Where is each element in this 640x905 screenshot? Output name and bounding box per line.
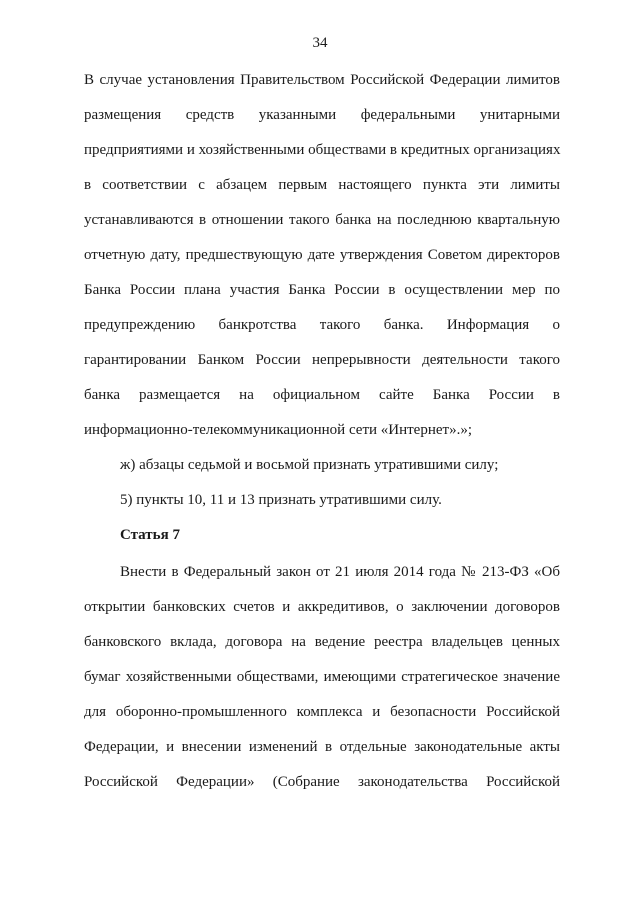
text-line: ж) абзацы седьмой и восьмой признать утратившими силу; [120,457,499,473]
text-line: Внести в Федеральный закон от 21 июля 2014 года № 213-ФЗ «Об [120,564,560,580]
text-line: предприятиями и хозяйственными обществами в кредитных организациях [84,142,561,158]
page-number: 34 [312,35,328,51]
text-line: банка размещается на официальном сайте Банка России в [84,387,560,403]
text-line: В случае установления Правительством Российской Федерации лимитов [84,72,560,88]
text-line: отчетную дату, предшествующую дате утверждения Советом директоров [84,247,560,263]
text-line: 5) пункты 10, 11 и 13 признать утратившими силу. [120,492,442,508]
text-line: информационно-телекоммуникационной сети «Интернет».»; [84,422,473,438]
text-line: устанавливаются в отношении такого банка на последнюю квартальную [84,212,560,228]
text-line: банковского вклада, договора на ведение реестра владельцев ценных [84,634,560,650]
text-line: Федерации, и внесении изменений в отдельные законодательные акты [84,739,560,755]
text-line: Банка России плана участия Банка России в осуществлении мер по [84,282,560,298]
text-line: в соответствии с абзацем первым настоящего пункта эти лимиты [84,177,560,193]
text-line: гарантировании Банком России непрерывности деятельности такого [84,352,560,368]
text-line: предупреждению банкротства такого банка. Информация о [84,317,560,333]
text-line: Российской Федерации» (Собрание законодательства Российской [84,774,560,790]
text-line: бумаг хозяйственными обществами, имеющими стратегическое значение [84,669,560,685]
article-heading: Статья 7 [120,527,180,543]
text-line: для оборонно-промышленного комплекса и безопасности Российской [84,704,560,720]
text-line: открытии банковских счетов и аккредитивов, о заключении договоров [84,599,560,615]
text-line: размещения средств указанными федеральными унитарными [84,107,560,123]
